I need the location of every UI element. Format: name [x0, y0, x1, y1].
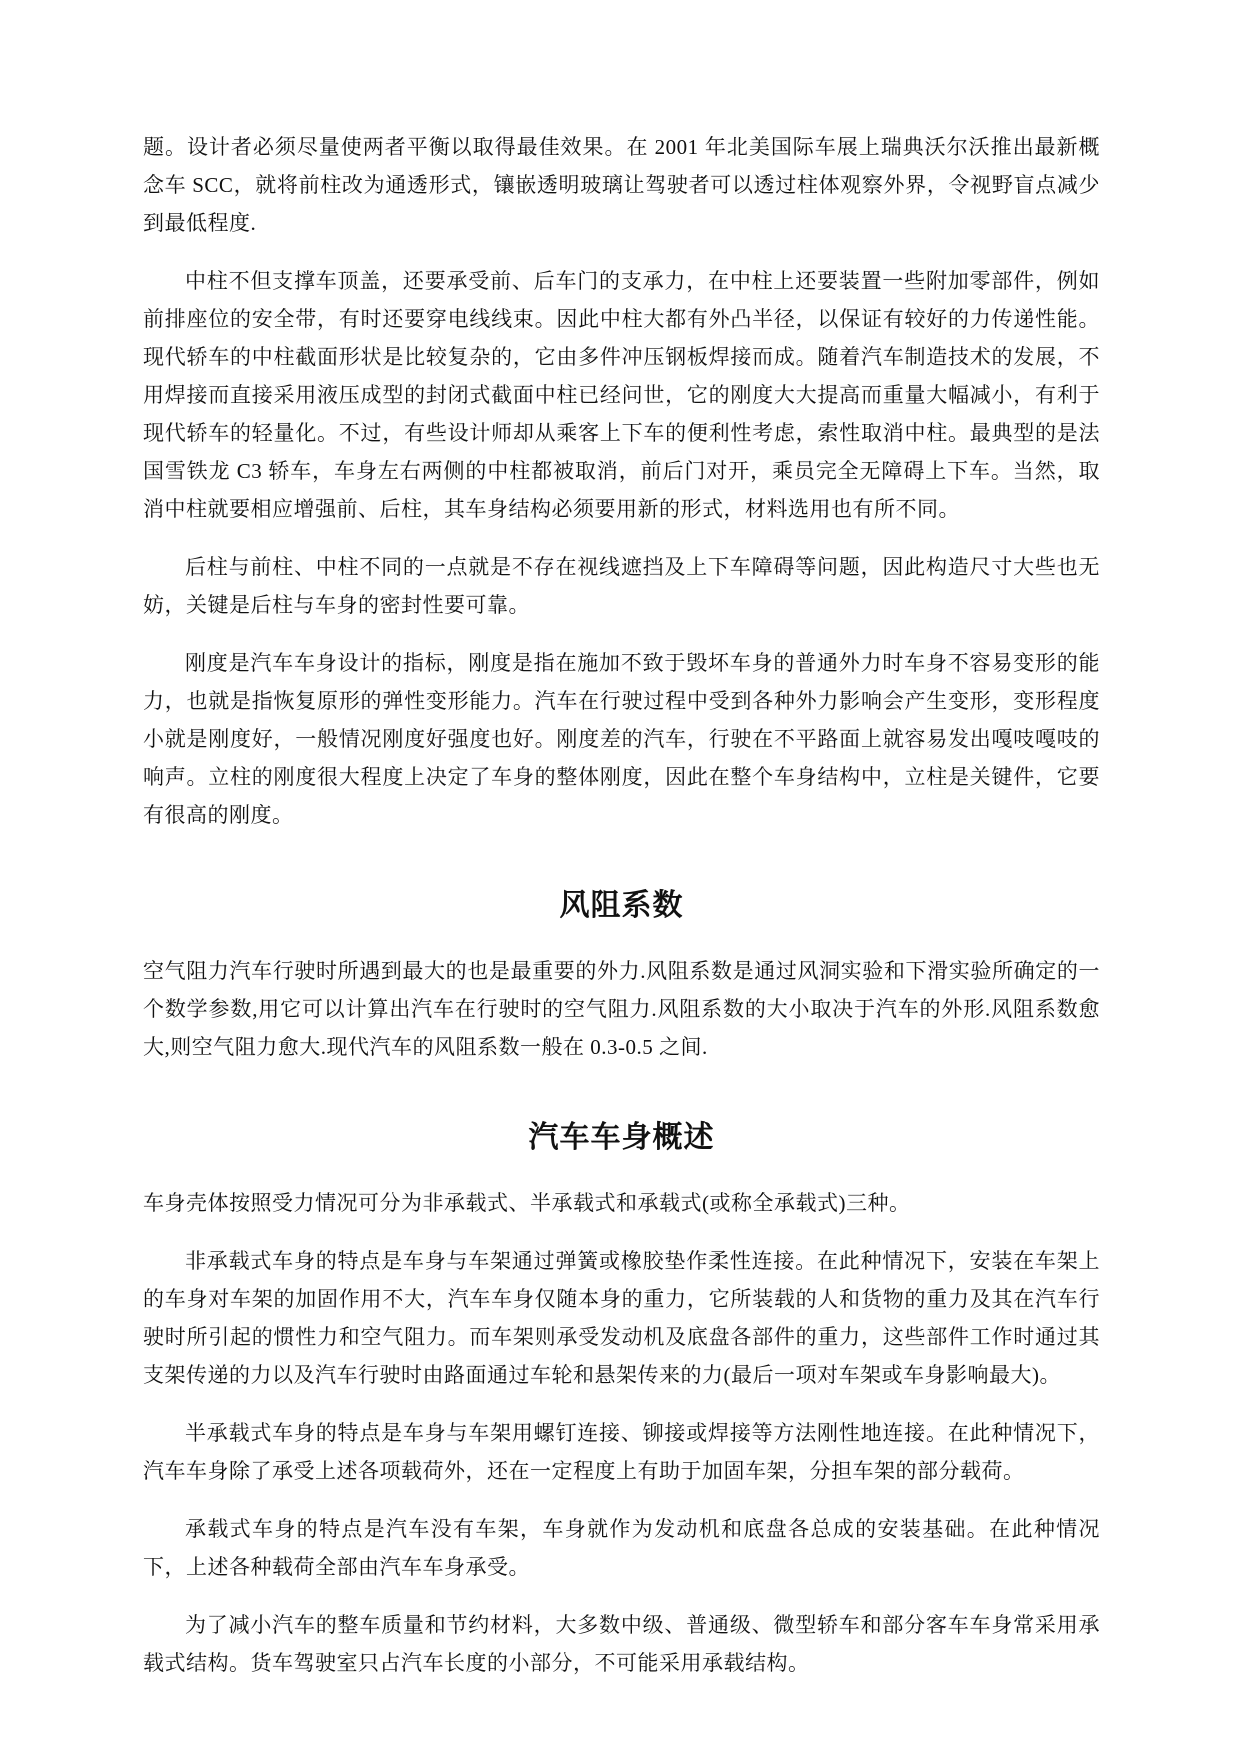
paragraph-semi-load-bearing-body: 半承载式车身的特点是车身与车架用螺钉连接、铆接或焊接等方法刚性地连接。在此种情况下，汽车车身除了承受上述各项载荷外，还在一定程度上有助于加固车架，分担车架的部分载荷。 — [143, 1421, 1100, 1483]
paragraph-center-pillar: 中柱不但支撑车顶盖，还要承受前、后车门的支承力，在中柱上还要装置一些附加零部件，例如前排座位的安全带，有时还要穿电线线束。因此中柱大都有外凸半径，以保证有较好的力传递性能。现代轿车的中柱截面形状是比较复杂的，它由多件冲压钢板焊接而成。随着汽车制造技术的发展，不用焊接而直接采用液压成型的封闭式截面中柱已经问世，它的刚度大大提高而重量大幅减小，有利于现代轿车的轻量化。不过，有些设计师却从乘客上下车的便利性考虑，索性取消中柱。最典型的是法国雪铁龙 C3 轿车，车身左右两侧的中柱都被取消，前后门对开，乘员完全无障碍上下车。当然，取消中柱就要相应增强前、后柱，其车身结构必须要用新的形式，材料选用也有所不同。 — [143, 269, 1100, 521]
paragraph-load-bearing-usage: 为了减小汽车的整车质量和节约材料，大多数中级、普通级、微型轿车和部分客车车身常采用承载式结构。货车驾驶室只占汽车长度的小部分，不可能采用承载结构。 — [143, 1613, 1100, 1675]
heading-drag-coefficient: 风阻系数 — [559, 889, 684, 922]
paragraph-rear-pillar: 后柱与前柱、中柱不同的一点就是不存在视线遮挡及上下车障碍等问题，因此构造尺寸大些也无妨，关键是后柱与车身的密封性要可靠。 — [143, 555, 1100, 617]
paragraph-non-load-bearing-body: 非承载式车身的特点是车身与车架通过弹簧或橡胶垫作柔性连接。在此种情况下，安装在车架上的车身对车架的加固作用不大，汽车车身仅随本身的重力，它所装载的人和货物的重力及其在汽车行驶时所引起的惯性力和空气阻力。而车架则承受发动机及底盘各部件的重力，这些部件工作时通过其支架传递的力以及汽车行驶时由路面通过车轮和悬架传来的力(最后一项对车架或车身影响最大)。 — [143, 1249, 1100, 1387]
paragraph-rigidity: 刚度是汽车车身设计的指标，刚度是指在施加不致于毁坏车身的普通外力时车身不容易变形的能力，也就是指恢复原形的弹性变形能力。汽车在行驶过程中受到各种外力影响会产生变形，变形程度小就是刚度好，一般情况刚度好强度也好。刚度差的汽车，行驶在不平路面上就容易发出嘎吱嘎吱的响声。立柱的刚度很大程度上决定了车身的整体刚度，因此在整个车身结构中，立柱是关键件，它要有很高的刚度。 — [143, 651, 1100, 827]
paragraph-load-bearing-body: 承载式车身的特点是汽车没有车架，车身就作为发动机和底盘各总成的安装基础。在此种情况下，上述各种载荷全部由汽车车身承受。 — [143, 1517, 1100, 1579]
heading-car-body-overview: 汽车车身概述 — [528, 1121, 715, 1154]
paragraph-pillar-continuation: 题。设计者必须尽量使两者平衡以取得最佳效果。在 2001 年北美国际车展上瑞典沃尔沃推出最新概念车 SCC，就将前柱改为通透形式，镶嵌透明玻璃让驾驶者可以透过柱体观察外界，令视野盲点减少到最低程度. — [143, 135, 1100, 235]
paragraph-body-shell-types: 车身壳体按照受力情况可分为非承载式、半承载式和承载式(或称全承载式)三种。 — [143, 1191, 911, 1215]
paragraph-drag-coefficient: 空气阻力汽车行驶时所遇到最大的也是最重要的外力.风阻系数是通过风洞实验和下滑实验所确定的一个数学参数,用它可以计算出汽车在行驶时的空气阻力.风阻系数的大小取决于汽车的外形.风阻系数愈大,则空气阻力愈大.现代汽车的风阻系数一般在 0.3-0.5 之间. — [143, 959, 1100, 1059]
